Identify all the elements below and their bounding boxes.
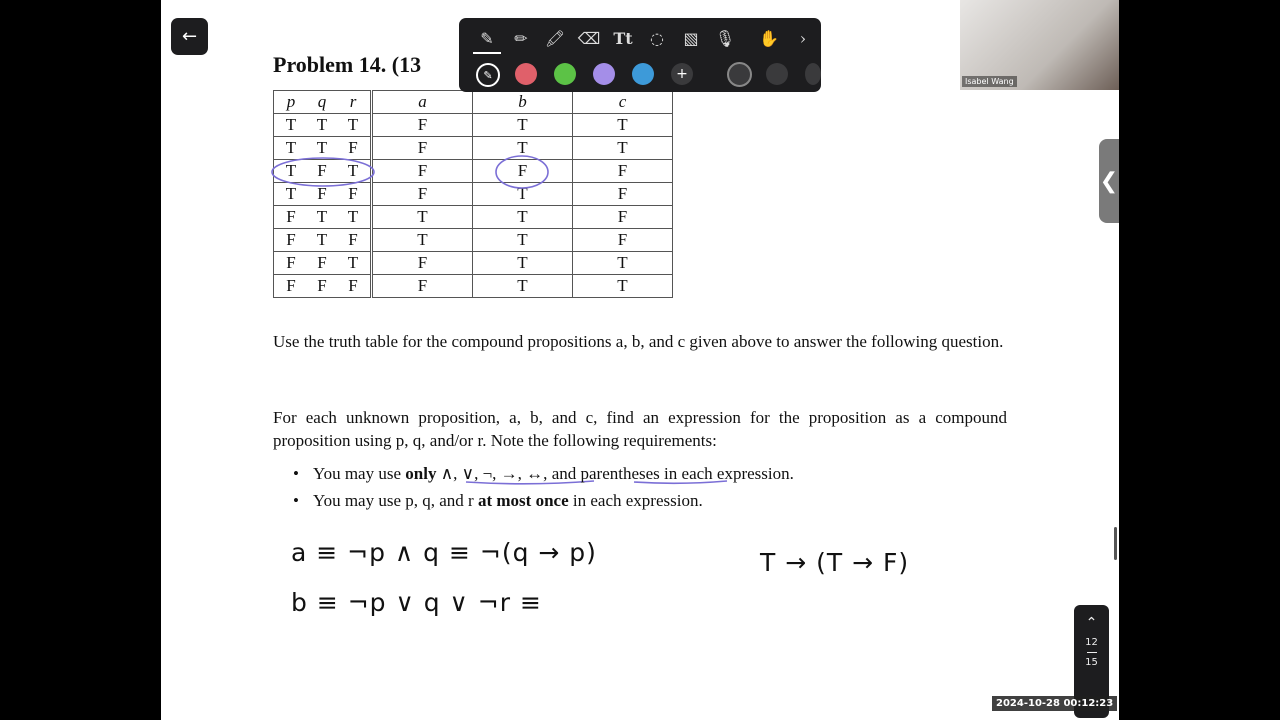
requirements-list xyxy=(293,460,794,514)
add-color-icon[interactable]: + xyxy=(671,63,693,85)
table-row: T T F F T T xyxy=(274,137,673,160)
table-header-row: p q r a b c xyxy=(274,91,673,114)
lasso-tool-icon[interactable]: ◌ xyxy=(650,28,664,48)
total-pages: 15 xyxy=(1085,657,1098,668)
back-arrow-icon: ← xyxy=(181,26,198,47)
microphone-icon[interactable]: 🎙 xyxy=(714,28,736,48)
current-page: 12 xyxy=(1085,637,1098,648)
table-row: T F F F T F xyxy=(274,183,673,206)
list-item: • You may use only ∧, ∨, ¬, →, ↔, and parentheses in each expression. xyxy=(293,460,794,487)
table-row: F T F T T F xyxy=(274,229,673,252)
eraser-tool-icon[interactable]: ⌫ xyxy=(577,28,601,48)
pencil-tool-icon[interactable]: ✏ xyxy=(514,28,528,48)
color-green-swatch[interactable] xyxy=(554,63,576,85)
page-divider xyxy=(1087,652,1097,653)
highlighter-tool-icon[interactable]: 🖍 xyxy=(544,28,566,48)
instruction-paragraph-2: For each unknown proposition, a, b, and c, find an expression for the proposition as a compound proposition using p, q, and/or r. Note the following requirements: xyxy=(273,408,1007,450)
image-tool-icon[interactable]: ▧ xyxy=(683,28,699,48)
scrollbar[interactable] xyxy=(1114,527,1117,560)
color-purple-swatch[interactable] xyxy=(593,63,615,85)
table-row: T F T F F F xyxy=(274,160,673,183)
handwritten-line-a: a ≡ ¬p ∧ q ≡ ¬(q → p) xyxy=(291,538,597,567)
touch-tool-icon[interactable]: ✋ xyxy=(759,28,779,48)
drawing-toolbar xyxy=(459,18,821,92)
instruction-paragraph-1: Use the truth table for the compound propositions a, b, and c given above to answer the following question. xyxy=(273,332,1004,351)
size-medium-swatch[interactable] xyxy=(766,63,788,85)
side-panel-toggle[interactable] xyxy=(1099,139,1119,223)
truth-table xyxy=(273,90,673,298)
handwritten-line-b: b ≡ ¬p ∨ q ∨ ¬r ≡ xyxy=(291,588,542,617)
list-item: • You may use p, q, and r at most once in each expression. xyxy=(293,487,794,514)
problem-title: Problem 14. (13 xyxy=(273,52,422,77)
chevron-right-icon[interactable]: › xyxy=(799,28,807,48)
chevron-up-icon[interactable]: ⌃ xyxy=(1085,615,1098,631)
timestamp: 2024-10-28 00:12:23 xyxy=(992,696,1117,711)
size-small-swatch[interactable] xyxy=(805,63,821,85)
color-red-swatch[interactable] xyxy=(515,63,537,85)
back-button[interactable] xyxy=(171,18,208,55)
handwritten-line-t: T → (T → F) xyxy=(760,548,910,577)
text-tool-icon[interactable]: Tt xyxy=(613,28,633,48)
participant-name: Isabel Wang xyxy=(962,76,1017,87)
table-row: F T T T T F xyxy=(274,206,673,229)
size-large-swatch[interactable] xyxy=(727,62,752,87)
pen-tool-icon[interactable]: ✎ xyxy=(473,24,501,54)
table-row: F F F F T T xyxy=(274,275,673,298)
table-row: F F T F T T xyxy=(274,252,673,275)
color-blue-swatch[interactable] xyxy=(632,63,654,85)
color-black-swatch[interactable]: ✎ xyxy=(476,63,500,87)
webcam-feed xyxy=(960,0,1119,90)
chevron-left-icon: ❮ xyxy=(1099,168,1119,194)
table-row: T T T F T T xyxy=(274,114,673,137)
